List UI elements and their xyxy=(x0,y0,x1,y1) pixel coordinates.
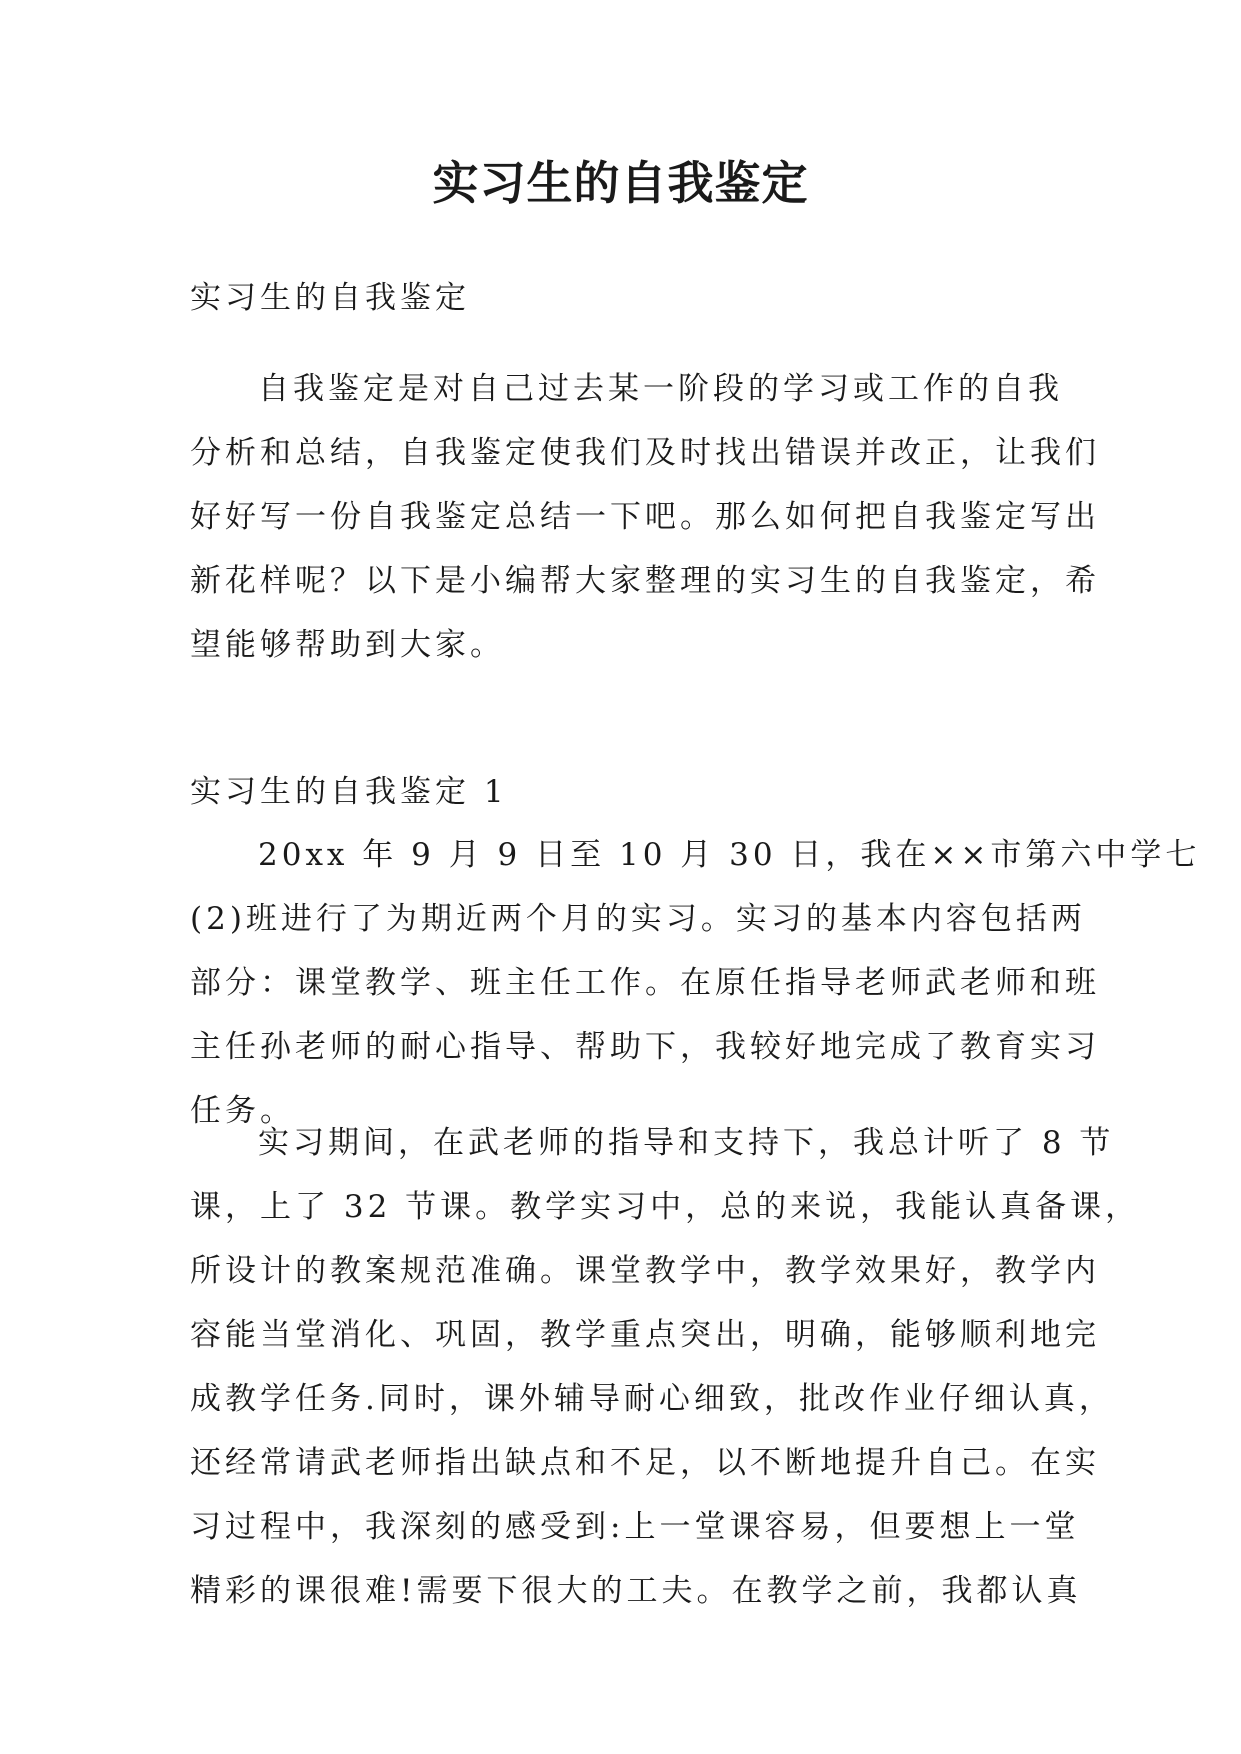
document-title: 实习生的自我鉴定 xyxy=(432,156,809,210)
paragraph-line: 精彩的课很难!需要下很大的工夫。在教学之前，我都认真 xyxy=(190,1573,1082,1609)
paragraph-line: 任务。 xyxy=(190,1093,295,1129)
paragraph-line: 部分：课堂教学、班主任工作。在原任指导老师武老师和班 xyxy=(190,965,1100,1001)
paragraph-line: 容能当堂消化、巩固，教学重点突出，明确，能够顺利地完 xyxy=(190,1317,1100,1353)
intro-line: 自我鉴定是对自己过去某一阶段的学习或工作的自我 xyxy=(258,371,1063,407)
paragraph-line: 习过程中，我深刻的感受到:上一堂课容易，但要想上一堂 xyxy=(190,1509,1080,1545)
paragraph-line: 还经常请武老师指出缺点和不足，以不断地提升自己。在实 xyxy=(190,1445,1100,1481)
paragraph-line: 20xx 年 9 月 9 日至 10 月 30 日，我在××市第六中学七 xyxy=(258,837,1201,873)
intro-line: 望能够帮助到大家。 xyxy=(190,627,505,663)
intro-line: 好好写一份自我鉴定总结一下吧。那么如何把自我鉴定写出 xyxy=(190,499,1100,535)
paragraph-line: 成教学任务.同时，课外辅导耐心细致，批改作业仔细认真， xyxy=(190,1381,1114,1417)
paragraph-line: 实习期间，在武老师的指导和支持下，我总计听了 8 节 xyxy=(258,1125,1115,1161)
intro-line: 新花样呢？以下是小编帮大家整理的实习生的自我鉴定，希 xyxy=(190,563,1100,599)
paragraph-line: 主任孙老师的耐心指导、帮助下，我较好地完成了教育实习 xyxy=(190,1029,1100,1065)
paragraph-line: 所设计的教案规范准确。课堂教学中，教学效果好，教学内 xyxy=(190,1253,1100,1289)
paragraph-line: 课，上了 32 节课。教学实习中，总的来说，我能认真备课， xyxy=(190,1189,1141,1225)
paragraph-line: (2)班进行了为期近两个月的实习。实习的基本内容包括两 xyxy=(190,901,1086,937)
intro-paragraph xyxy=(190,357,1100,677)
paragraph-2 xyxy=(190,1111,1141,1623)
intro-line: 分析和总结，自我鉴定使我们及时找出错误并改正，让我们 xyxy=(190,435,1100,471)
document-subtitle: 实习生的自我鉴定 xyxy=(190,280,470,316)
section-heading: 实习生的自我鉴定 1 xyxy=(190,774,508,810)
